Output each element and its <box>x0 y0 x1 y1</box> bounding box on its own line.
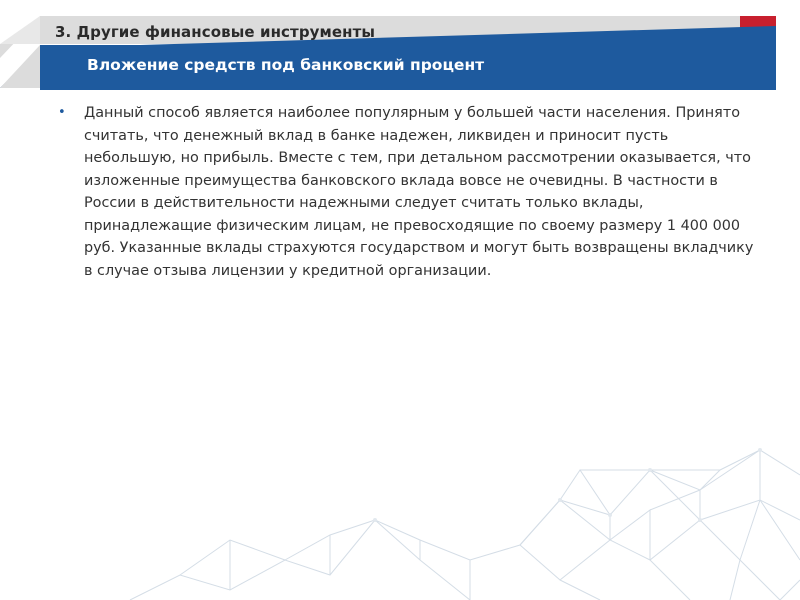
section-title: 3. Другие финансовые инструменты <box>55 23 376 41</box>
bullet-list <box>58 102 758 282</box>
slide-title: Вложение средств под банковский процент <box>87 56 485 74</box>
bullet-text: Данный способ является наиболее популярным у большей части населения. Принято считать, что денежный вклад в банке надежен, ликвиден и приносит пусть небольшую, но прибыль. Вместе с тем, при детальном рассмотрении оказывается, что изложенные преимущества банковского вклада вовсе не очевидны. В частности в России в действительности надежными следует считать только вклады, принадлежащие физическим лицам, не превосходящие по своему размеру 1 400 000 руб. Указанные вклады страхуются государством и могут быть возвращены вкладчику в случае отзыва лицензии у кредитной организации. <box>84 105 754 279</box>
header-band <box>0 0 800 100</box>
bullet-item <box>58 102 758 282</box>
bullet-marker: • <box>58 105 66 120</box>
header-gray-triangle <box>0 16 40 44</box>
